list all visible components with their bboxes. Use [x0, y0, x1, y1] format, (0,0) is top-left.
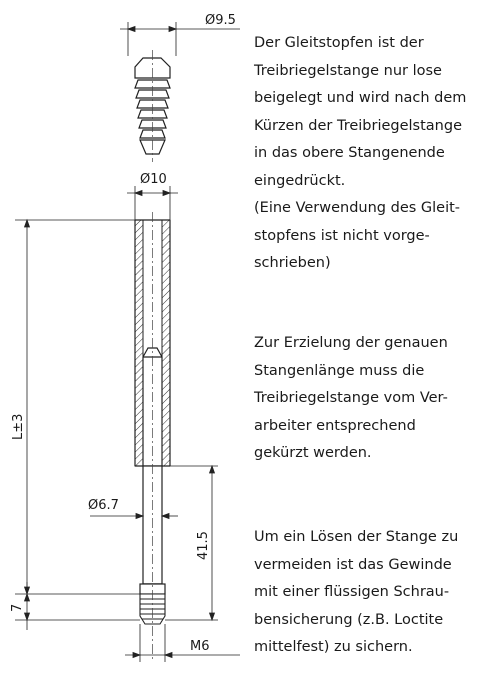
text-line: in das obere Stangenende: [254, 145, 445, 161]
paragraph-thread-lock: [254, 524, 482, 662]
text-line: beigelegt und wird nach dem: [254, 90, 467, 106]
text-line: bensicherung (z.B. Loctite: [254, 611, 444, 628]
text-line: mittelfest) zu sichern.: [254, 639, 413, 655]
paragraph-rod-length: [254, 330, 482, 468]
label-tube-diameter: Ø10: [140, 172, 167, 187]
dimension-rod-diameter: [90, 514, 178, 519]
text-line: Treibriegelstange vom Ver-: [254, 390, 448, 406]
text-line: (Eine Verwendung des Gleit-: [254, 200, 461, 216]
label-thread-length: 7: [10, 603, 25, 612]
text-line: gekürzt werden.: [254, 445, 372, 461]
text-line: vermeiden ist das Gewinde: [254, 556, 452, 573]
text-line: Der Gleitstopfen ist der: [254, 35, 424, 51]
text-line: Um ein Lösen der Stange zu: [254, 529, 459, 545]
dimension-thread-length: [15, 582, 140, 630]
label-rod-diameter: Ø6.7: [88, 498, 119, 513]
paragraph-slide-plug: [254, 30, 482, 278]
text-line: eingedrückt.: [254, 172, 346, 189]
label-thread: M6: [190, 639, 210, 654]
dimension-thread: [125, 624, 240, 662]
text-line: Stangenlänge muss die: [254, 362, 425, 379]
label-slide-plug-diameter: Ø9.5: [205, 13, 236, 28]
dimension-rod-length: [15, 220, 140, 594]
text-line: Zur Erzielung der genauen: [254, 335, 448, 351]
label-rod-end-length: 41.5: [196, 531, 211, 560]
text-line: Kürzen der Treibriegelstange: [254, 117, 462, 134]
text-line: mit einer flüssigen Schrau-: [254, 584, 450, 600]
label-rod-length: L±3: [11, 413, 26, 440]
text-line: stopfens ist nicht vorge-: [254, 227, 430, 244]
text-line: Treibriegelstange nur lose: [254, 62, 442, 79]
text-line: arbeiter entsprechend: [254, 417, 416, 434]
text-line: schrieben): [254, 255, 331, 271]
